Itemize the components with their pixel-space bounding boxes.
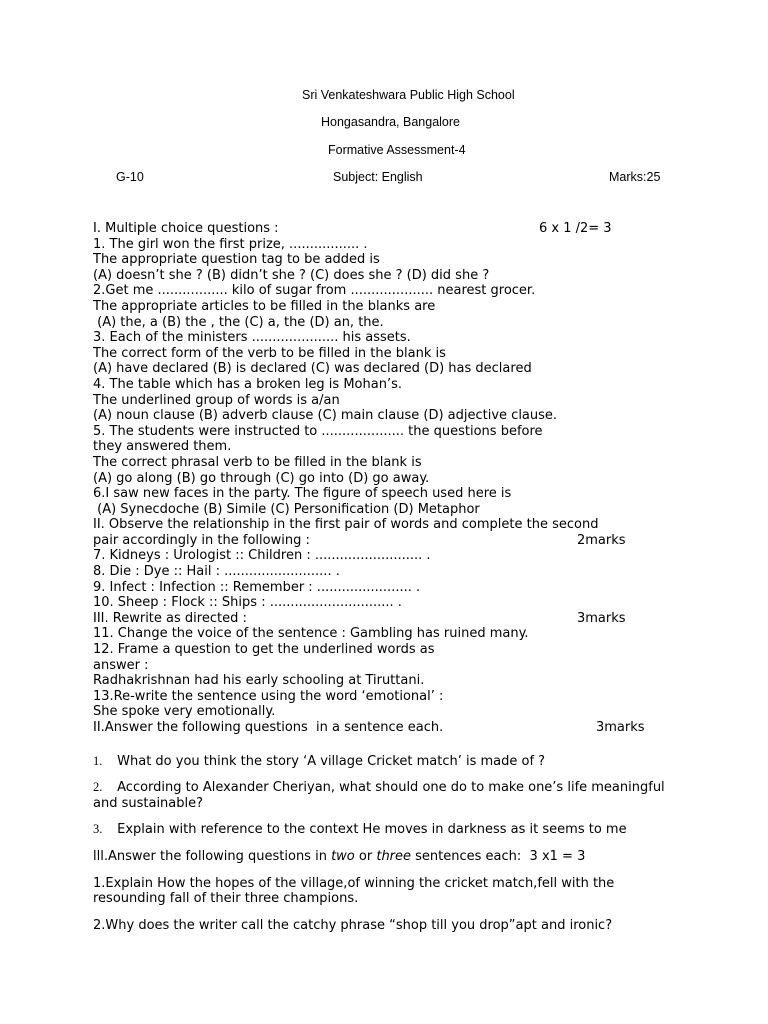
section-1-line: (A) the, a (B) the , the (C) a, the (D) an, the.	[93, 314, 384, 330]
question-number: 3.	[93, 822, 103, 837]
section-1-line: The correct form of the verb to be filled in the blank is	[93, 345, 446, 361]
question-number: 2.	[93, 780, 103, 795]
question-number: 1.	[93, 753, 103, 768]
section-3-line: Radhakrishnan had his early schooling at Tiruttani.	[93, 673, 425, 689]
subject-label: Subject: English	[333, 170, 423, 184]
assessment-title: Formative Assessment-4	[328, 143, 466, 157]
section-5-question: 2.Why does the writer call the catchy phrase “shop till you drop”apt and ironic?	[93, 917, 613, 933]
section-1-line: 5. The students were instructed to .................... the questions before	[93, 423, 543, 439]
section-1-line: The underlined group of words is a/an	[93, 392, 340, 408]
question-text: Explain with reference to the context He moves in darkness as it seems to me	[117, 822, 627, 838]
section-1-line: 4. The table which has a broken leg is Mohan’s.	[93, 376, 402, 392]
section-2-title-line-1: II. Observe the relationship in the first pair of words and complete the second	[93, 517, 599, 533]
section-4-title: II.Answer the following questions in a sentence each.	[93, 720, 444, 735]
question-text: What do you think the story ‘A village Cricket match’ is made of ?	[117, 753, 546, 769]
section-1-line: (A) noun clause (B) adverb clause (C) main clause (D) adjective clause.	[93, 408, 558, 424]
section-2-line: 10. Sheep : Flock :: Ships : .............................. .	[93, 595, 402, 611]
section-3-heading	[93, 611, 693, 627]
section-2-title-line-2: pair accordingly in the following :	[93, 532, 310, 548]
section-2-line: 9. Infect : Infection :: Remember : ....................... .	[93, 579, 421, 595]
section-2-heading	[93, 533, 693, 549]
section-5-title-post: sentences each: 3 x1 = 3	[411, 848, 586, 864]
section-1-line: 2.Get me ................. kilo of sugar from .................... nearest grocer.	[93, 283, 536, 299]
section-1-title: I. Multiple choice questions :	[93, 221, 279, 236]
section-1-line: The correct phrasal verb to be filled in the blank is	[93, 454, 422, 470]
section-3-line: She spoke very emotionally.	[93, 704, 276, 720]
section-2-line: 7. Kidneys : Urologist :: Children : .......................... .	[93, 548, 431, 564]
section-3-line: 11. Change the voice of the sentence : Gambling has ruined many.	[93, 626, 529, 642]
section-5-heading	[93, 849, 693, 865]
section-1-line: 3. Each of the ministers ..................... his assets.	[93, 330, 411, 346]
section-4-heading	[93, 720, 693, 736]
section-2-marks: 2marks	[577, 532, 626, 548]
section-3-title: III. Rewrite as directed :	[93, 610, 247, 626]
marks-label: Marks:25	[609, 170, 661, 184]
section-5-title-mid: or	[354, 848, 377, 864]
grade-label: G-10	[116, 170, 144, 184]
section-1-marks: 6 x 1 /2= 3	[539, 221, 612, 236]
school-location: Hongasandra, Bangalore	[321, 115, 460, 129]
section-1-heading	[93, 221, 693, 237]
section-3-line: answer :	[93, 657, 149, 673]
school-name: Sri Venkateshwara Public High School	[302, 88, 515, 102]
question-text: According to Alexander Cheriyan, what should one do to make one’s life meaningful and sustainable?	[93, 780, 665, 811]
section-5-title-three: three	[376, 848, 412, 864]
section-5-question: 1.Explain How the hopes of the village,of winning the cricket match,fell with the resounding fall of their three champions.	[93, 875, 615, 907]
section-1-line: (A) have declared (B) is declared (C) was declared (D) has declared	[93, 361, 532, 377]
section-1-line: The appropriate articles to be filled in the blanks are	[93, 298, 436, 314]
section-5-title-two: two	[331, 848, 355, 864]
section-3-marks: 3marks	[577, 610, 626, 626]
section-4-question	[93, 822, 693, 838]
section-3-line: 13.Re-write the sentence using the word ‘emotional’ :	[93, 688, 444, 704]
section-4-marks: 3marks	[596, 720, 645, 735]
section-3-line: 12. Frame a question to get the underlined words as	[93, 642, 435, 658]
section-1-line: 6.I saw new faces in the party. The figure of speech used here is	[93, 486, 512, 502]
section-1-line: The appropriate question tag to be added is	[93, 252, 380, 268]
section-5-title-pre: lll.Answer the following questions in	[93, 848, 332, 864]
section-1-line: (A) go along (B) go through (C) go into (D) go away.	[93, 470, 430, 486]
section-4-question	[93, 780, 683, 811]
section-1-line: (A) doesn’t she ? (B) didn’t she ? (C) does she ? (D) did she ?	[93, 267, 490, 283]
question-body	[93, 221, 693, 933]
section-1-line: 1. The girl won the first prize, ................. .	[93, 236, 368, 252]
section-1-line: they answered them.	[93, 439, 232, 455]
section-2-line: 8. Die : Dye :: Hail : .......................... .	[93, 564, 340, 580]
section-4-question	[93, 754, 693, 770]
section-1-line: (A) Synecdoche (B) Simile (C) Personification (D) Metaphor	[93, 501, 480, 517]
